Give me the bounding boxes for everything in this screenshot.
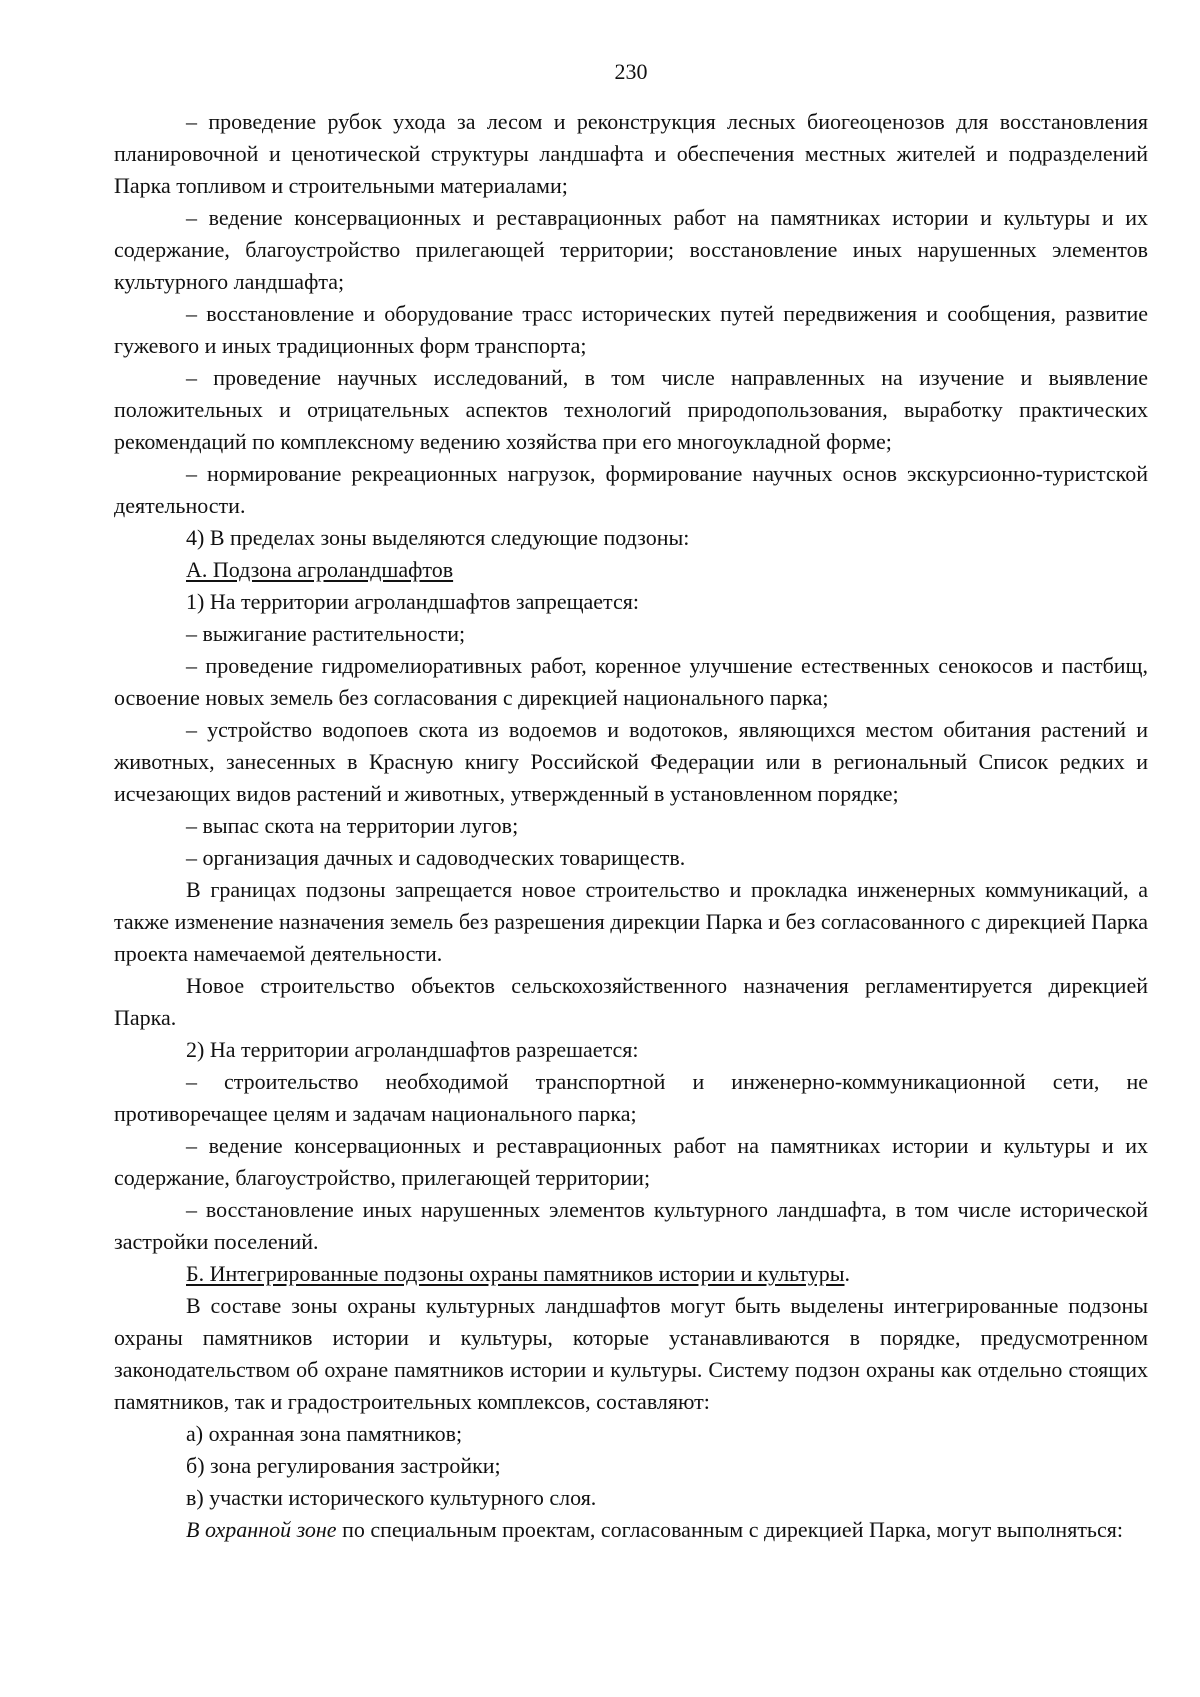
paragraph-forest-care: – проведение рубок ухода за лесом и реконструкция лесных биогеоценозов для восстановления планировочной и ценотической структуры ландшафта и обеспечения местных жителей и подразделений Парка топливом и строительными материалами; xyxy=(114,109,1148,198)
section-heading-integrated-subzones xyxy=(114,1258,1148,1290)
list-item-watering-places: – устройство водопоев скота из водоемов и водотоков, являющихся местом обитания растений и животных, занесенных в Красную книгу Российской Федерации или в региональный Список редких и исчезающих видов растений и животных, утвержденный в установленном порядке; xyxy=(114,717,1148,806)
paragraph-prohibited-intro: 1) На территории агроландшафтов запрещается: xyxy=(186,589,639,614)
list-item-infrastructure: – строительство необходимой транспортной и инженерно-коммуникационной сети, не противоречащее целям и задачам национального парка; xyxy=(114,1069,1148,1126)
italic-lead: В охранной зоне xyxy=(186,1517,337,1542)
list-item-restoration: – восстановление иных нарушенных элементов культурного ландшафта, в том числе исторической застройки поселений. xyxy=(114,1197,1148,1254)
section-heading-agrolandscapes xyxy=(114,554,1148,586)
paragraph-recreation-norms: – нормирование рекреационных нагрузок, формирование научных основ экскурсионно-туристской деятельности. xyxy=(114,461,1148,518)
list-item-cultural-layer: в) участки исторического культурного слоя. xyxy=(186,1485,597,1510)
paragraph-conservation-works: – ведение консервационных и реставрационных работ на памятниках истории и культуры и их содержание, благоустройство прилегающей территории; восстановление иных нарушенных элементов культурного ландшафта; xyxy=(114,205,1148,294)
paragraph-protection-zone-works xyxy=(114,1514,1148,1546)
list-item-burning: – выжигание растительности; xyxy=(186,621,466,646)
section-heading-agrolandscapes-text: А. Подзона агроландшафтов xyxy=(186,557,454,582)
paragraph-protection-zone-works-text: по специальным проектам, согласованным с дирекцией Парка, могут выполняться: xyxy=(336,1517,1123,1542)
section-heading-period: . xyxy=(844,1261,850,1286)
list-item-dacha-partnerships: – организация дачных и садоводческих товариществ. xyxy=(186,845,686,870)
page-number: 230 xyxy=(614,59,648,84)
paragraph-subzones-intro: 4) В пределах зоны выделяются следующие подзоны: xyxy=(186,525,690,550)
section-heading-integrated-subzones-text: Б. Интегрированные подзоны охраны памятников истории и культуры xyxy=(186,1261,845,1286)
list-item-conservation: – ведение консервационных и реставрационных работ на памятниках истории и культуры и их содержание, благоустройство, прилегающей территории; xyxy=(114,1133,1148,1190)
paragraph-construction-ban: В границах подзоны запрещается новое строительство и прокладка инженерных коммуникаций, а также изменение назначения земель без разрешения дирекции Парка и без согласованного с дирекцией Парка проекта намечаемой деятельности. xyxy=(114,877,1148,966)
paragraph-allowed-intro: 2) На территории агроландшафтов разрешается: xyxy=(186,1037,639,1062)
list-item-hydro-melioration: – проведение гидромелиоративных работ, коренное улучшение естественных сенокосов и пастбищ, освоение новых земель без согласования с дирекцией национального парка; xyxy=(114,653,1148,710)
list-item-grazing: – выпас скота на территории лугов; xyxy=(186,813,519,838)
list-item-protection-zone: а) охранная зона памятников; xyxy=(186,1421,463,1446)
paragraph-historic-routes: – восстановление и оборудование трасс исторических путей передвижения и сообщения, развитие гужевого и иных традиционных форм транспорта; xyxy=(114,301,1148,358)
paragraph-integrated-subzones: В составе зоны охраны культурных ландшафтов могут быть выделены интегрированные подзоны охраны памятников истории и культуры, которые устанавливаются в порядке, предусмотренном законодательством об охране памятников истории и культуры. Систему подзон охраны как отдельно стоящих памятников, так и градостроительных комплексов, составляют: xyxy=(114,1293,1148,1414)
paragraph-scientific-research: – проведение научных исследований, в том числе направленных на изучение и выявление положительных и отрицательных аспектов технологий природопользования, выработку практических рекомендаций по комплексному ведению хозяйства при его многоукладной форме; xyxy=(114,365,1148,454)
paragraph-agricultural-construction: Новое строительство объектов сельскохозяйственного назначения регламентируется дирекцией Парка. xyxy=(114,973,1148,1030)
list-item-regulation-zone: б) зона регулирования застройки; xyxy=(186,1453,501,1478)
